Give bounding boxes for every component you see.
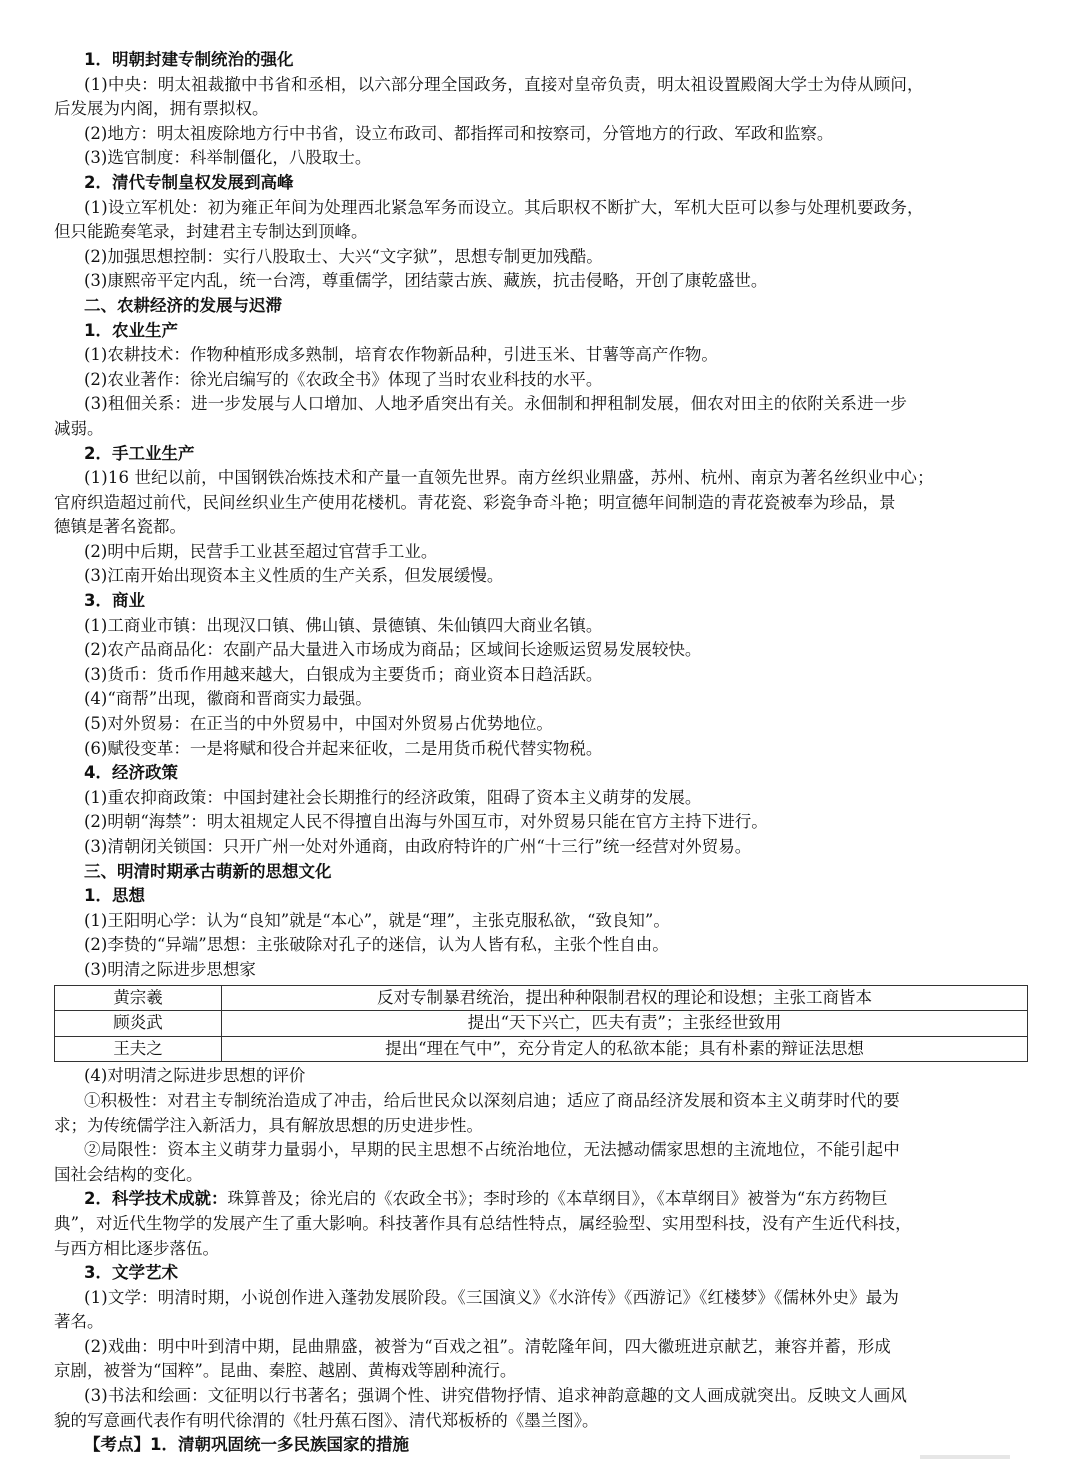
section-heading: 2．手工业生产 xyxy=(84,443,195,463)
thinker-description: 提出“理在气中”，充分肯定人的私欲本能；具有朴素的辩证法思想 xyxy=(222,1036,1028,1062)
exam-point-title: 1．清朝巩固统一多民族国家的措施 xyxy=(150,1435,409,1455)
paragraph: (3)明清之际进步思想家 xyxy=(84,959,256,979)
table-row xyxy=(55,1036,1028,1062)
paragraph: (1)农耕技术：作物种植形成多熟制，培育农作物新品种，引进玉米、甘薯等高产作物。 xyxy=(84,345,718,365)
paragraph: (2)明朝“海禁”：明太祖规定人民不得擅自出海与外国互市，对外贸易只能在官方主持下进行。 xyxy=(84,812,768,832)
paragraph: 京剧，被誉为“国粹”。昆曲、秦腔、越剧、黄梅戏等剧种流行。 xyxy=(54,1361,517,1381)
paragraph: (4)“商帮”出现，徽商和晋商实力最强。 xyxy=(84,689,372,709)
paragraph: (1)中央：明太祖裁撤中书省和丞相，以六部分理全国政务，直接对皇帝负责，明太祖设置殿阁大学士为侍从顾问， xyxy=(84,74,924,94)
paragraph: (1)重农抑商政策：中国封建社会长期推行的经济政策，阻碍了资本主义萌芽的发展。 xyxy=(84,787,702,807)
paragraph: (2)地方：明太祖废除地方行中书省，设立布政司、都指挥司和按察司，分管地方的行政、军政和监察。 xyxy=(84,123,834,143)
section-heading: 2．清代专制皇权发展到高峰 xyxy=(84,172,294,192)
paragraph: 求；为传统儒学注入新活力，具有解放思想的历史进步性。 xyxy=(54,1115,483,1135)
table-row xyxy=(55,1011,1028,1037)
chapter-title: 三、明清时期承古萌新的思想文化 xyxy=(84,861,332,881)
section-heading: 1．思想 xyxy=(84,886,145,906)
paragraph: (3)清朝闭关锁国：只开广州一处对外通商，由政府特许的广州“十三行”统一经营对外贸易。 xyxy=(84,837,752,856)
paragraph: 貌的写意画代表作有明代徐渭的《牡丹蕉石图》、清代郑板桥的《墨兰图》。 xyxy=(54,1410,599,1430)
paragraph: 但只能跪奏笔录，封建君主专制达到顶峰。 xyxy=(54,222,368,242)
section-heading: 1．明朝封建专制统治的强化 xyxy=(84,50,294,69)
paragraph: (3)书法和绘画：文征明以行书著名；强调个性、讲究借物抒情、追求神韵意趣的文人画成就突出。反映文人画风 xyxy=(84,1386,908,1406)
thinker-description: 提出“天下兴亡，匹夫有责”；主张经世致用 xyxy=(222,1011,1028,1037)
paragraph: (4)对明清之际进步思想的评价 xyxy=(84,1066,306,1086)
thinkers-table xyxy=(54,985,1028,1063)
section-heading: 3．商业 xyxy=(84,591,145,611)
paragraph: (3)选官制度：科举制僵化，八股取士。 xyxy=(84,148,372,168)
paragraph: 与西方相比逐步落伍。 xyxy=(54,1238,219,1258)
paragraph xyxy=(54,1187,1028,1212)
table-row xyxy=(55,985,1028,1011)
paragraph-text: 珠算普及；徐光启的《农政全书》；李时珍的《本草纲目》，《本草纲目》被誉为“东方药物巨 xyxy=(227,1189,888,1209)
thinker-description: 反对专制暴君统治，提出种种限制君权的理论和设想；主张工商皆本 xyxy=(222,985,1028,1011)
paragraph: ①积极性：对君主专制统治造成了冲击，给后世民众以深刻启迪；适应了商品经济发展和资本主义萌芽时代的要 xyxy=(84,1090,900,1110)
paragraph: (1)16 世纪以前，中国钢铁冶炼技术和产量一直领先世界。南方丝织业鼎盛，苏州、杭州、南京为著名丝织业中心； xyxy=(84,468,934,488)
paragraph: (1)设立军机处：初为雍正年间为处理西北紧急军务而设立。其后职权不断扩大，军机大臣可以参与处理机要政务， xyxy=(84,197,924,217)
paragraph: 国社会结构的变化。 xyxy=(54,1164,203,1184)
paragraph: (2)农业著作：徐光启编写的《农政全书》体现了当时农业科技的水平。 xyxy=(84,369,603,389)
paragraph: (2)加强思想控制：实行八股取士、大兴“文字狱”，思想专制更加残酷。 xyxy=(84,246,603,266)
exam-point xyxy=(54,1433,1028,1458)
paragraph: 德镇是著名瓷都。 xyxy=(54,517,186,537)
paragraph: (3)货币：货币作用越来越大，白银成为主要货币；商业资本日趋活跃。 xyxy=(84,664,603,684)
paragraph: (5)对外贸易：在正当的中外贸易中，中国对外贸易占优势地位。 xyxy=(84,714,553,734)
paragraph: (3)租佃关系：进一步发展与人口增加、人地矛盾突出有关。永佃制和押租制发展，佃农对田主的依附关系进一步 xyxy=(84,394,908,414)
section-heading: 4．经济政策 xyxy=(84,763,178,783)
paragraph: (1)工商业市镇：出现汉口镇、佛山镇、景德镇、朱仙镇四大商业名镇。 xyxy=(84,615,603,635)
paragraph: ②局限性：资本主义萌芽力量弱小，早期的民主思想不占统治地位，无法撼动儒家思想的主流地位，不能引起中 xyxy=(84,1140,900,1160)
section-heading: 1．农业生产 xyxy=(84,320,178,340)
thinker-name: 王夫之 xyxy=(55,1036,222,1062)
watermark-strip xyxy=(920,1455,1010,1459)
section-heading: 2．科学技术成就： xyxy=(84,1189,228,1209)
paragraph: 著名。 xyxy=(54,1312,104,1332)
paragraph: (1)王阳明心学：认为“良知”就是“本心”，就是“理”，主张克服私欲，“致良知”。 xyxy=(84,910,670,930)
paragraph: 官府织造超过前代，民间丝织业生产使用花楼机。青花瓷、彩瓷争奇斗艳；明宣德年间制造的青花瓷被奉为珍品，景 xyxy=(54,492,896,512)
paragraph: (6)赋役变革：一是将赋和役合并起来征收，二是用货币税代替实物税。 xyxy=(84,738,603,758)
exam-point-label: 【考点】 xyxy=(84,1435,150,1455)
section-heading: 3．文学艺术 xyxy=(84,1263,178,1283)
paragraph: 后发展为内阁，拥有票拟权。 xyxy=(54,99,269,119)
paragraph: (1)文学：明清时期，小说创作进入蓬勃发展阶段。《三国演义》《水浒传》《西游记》《红楼梦》《儒林外史》最为 xyxy=(84,1287,900,1307)
paragraph: (2)戏曲：明中叶到清中期，昆曲鼎盛，被誉为“百戏之祖”。清乾隆年间，四大徽班进京献艺，兼容并蓄，形成 xyxy=(84,1336,891,1356)
paragraph: (3)江南开始出现资本主义性质的生产关系，但发展缓慢。 xyxy=(84,566,504,586)
thinker-name: 顾炎武 xyxy=(55,1011,222,1037)
chapter-title: 二、农耕经济的发展与迟滞 xyxy=(84,295,282,315)
paragraph: 减弱。 xyxy=(54,418,104,438)
paragraph: (2)李贽的“异端”思想：主张破除对孔子的迷信，认为人皆有私，主张个性自由。 xyxy=(84,935,669,955)
paragraph: (2)农产品商品化：农副产品大量进入市场成为商品；区域间长途贩运贸易发展较快。 xyxy=(84,640,702,660)
paragraph: (2)明中后期，民营手工业甚至超过官营手工业。 xyxy=(84,541,438,561)
paragraph: 典”，对近代生物学的发展产生了重大影响。科技著作具有总结性特点，属经验型、实用型科技，没有产生近代科技， xyxy=(54,1213,912,1233)
paragraph: (3)康熙帝平定内乱，统一台湾，尊重儒学，团结蒙古族、藏族，抗击侵略，开创了康乾盛世。 xyxy=(84,271,768,291)
thinker-name: 黄宗羲 xyxy=(55,985,222,1011)
